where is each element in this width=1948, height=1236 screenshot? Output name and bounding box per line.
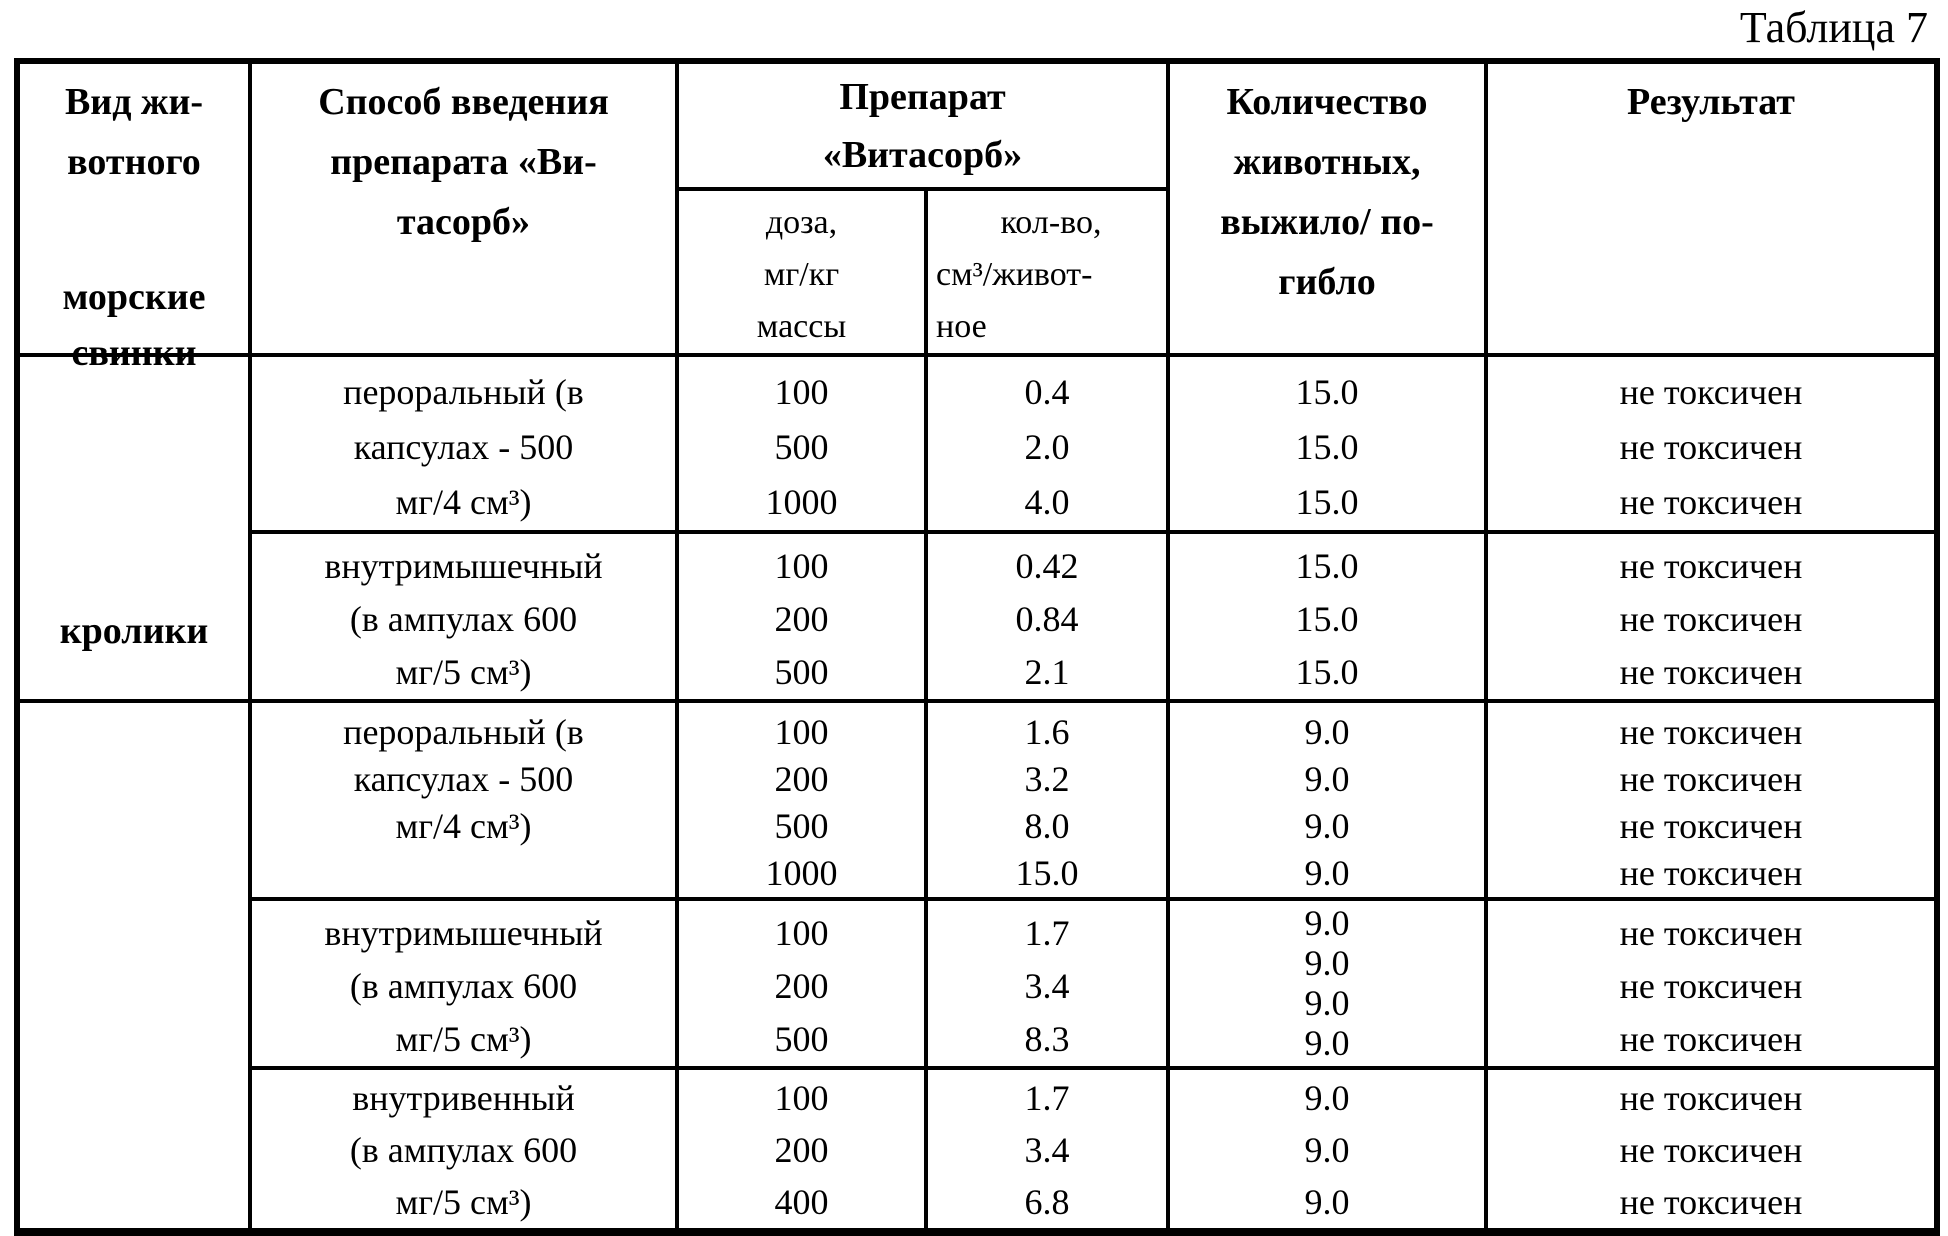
header-amount: [926, 189, 1168, 355]
cell-doses-guinea-im: [677, 532, 926, 701]
text-line: 9.0: [1304, 712, 1350, 752]
text-line: 15.0: [1295, 546, 1359, 586]
text-line: внутримышечный: [324, 913, 603, 953]
cell-amounts-rabbit-iv: [926, 1068, 1168, 1232]
text-line: 3.4: [1024, 966, 1070, 1006]
text-line: капсулах - 500: [353, 427, 574, 467]
text-line: Препарат: [839, 76, 1006, 118]
text-line: пероральный (в: [343, 712, 584, 752]
cell-counts-rabbit-iv: [1168, 1068, 1486, 1232]
text-line: 3.4: [1024, 1130, 1070, 1170]
doses-guinea-im-values: [679, 534, 924, 699]
text-line: 2.0: [1024, 427, 1070, 467]
doses-rabbit-im-values: [679, 901, 924, 1066]
text-line: морские: [62, 276, 206, 318]
counts-rabbit-oral-values: [1170, 703, 1484, 897]
section-guinea-intramuscular: [17, 532, 1937, 701]
text-line: «Витасорб»: [822, 134, 1023, 176]
text-line: 8.0: [1024, 806, 1070, 846]
header-animal-type-text: [20, 64, 248, 192]
animal-rabbits-text: [20, 603, 248, 659]
text-line: 15.0: [1015, 853, 1079, 893]
text-line: мг/кг: [763, 256, 840, 293]
method-rabbit-oral-text: [252, 703, 675, 850]
header-amount-text: [928, 191, 1166, 353]
text-line: 15.0: [1295, 372, 1359, 412]
header-administration-method-text: [252, 64, 675, 252]
cell-doses-rabbit-iv: [677, 1068, 926, 1232]
text-line: 9.0: [1304, 1130, 1350, 1170]
text-line: 1.7: [1024, 1078, 1070, 1118]
text-line: 15.0: [1295, 599, 1359, 639]
results-guinea-im-values: [1488, 534, 1934, 699]
text-line: 9.0: [1304, 1182, 1350, 1222]
text-line: мг/4 см³): [395, 482, 532, 522]
header-row-main: [17, 61, 1937, 189]
text-line: 1000: [765, 853, 838, 893]
text-line: 200: [774, 759, 829, 799]
text-line: не токсичен: [1619, 652, 1803, 692]
text-line: не токсичен: [1619, 599, 1803, 639]
text-line: 200: [774, 966, 829, 1006]
counts-rabbit-iv-values: [1170, 1070, 1484, 1228]
cell-amounts-rabbit-im: [926, 899, 1168, 1068]
method-guinea-im-text: [252, 534, 675, 699]
text-line: не токсичен: [1619, 853, 1803, 893]
text-line: 100: [774, 372, 829, 412]
header-dose: [677, 189, 926, 355]
text-line: 200: [774, 1130, 829, 1170]
text-line: 9.0: [1304, 806, 1350, 846]
amounts-guinea-oral-values: [928, 357, 1166, 530]
text-line: не токсичен: [1619, 1130, 1803, 1170]
results-rabbit-im-values: [1488, 901, 1934, 1066]
header-preparation-text: [679, 64, 1166, 184]
text-line: мг/5 см³): [395, 1019, 532, 1059]
header-administration-method: [250, 61, 677, 355]
text-line: не токсичен: [1619, 913, 1803, 953]
section-rabbit-oral: [17, 701, 1937, 899]
cell-counts-guinea-oral: [1168, 355, 1486, 532]
text-line: доза,: [765, 204, 838, 241]
text-line: выжило/ по-: [1220, 201, 1434, 243]
amounts-guinea-im-values: [928, 534, 1166, 699]
cell-doses-rabbit-im: [677, 899, 926, 1068]
table-caption: Таблица 7: [1739, 3, 1928, 52]
text-line: 400: [774, 1182, 829, 1222]
text-line: 4.0: [1024, 482, 1070, 522]
text-line: не токсичен: [1619, 372, 1803, 412]
text-line: 9.0: [1304, 1078, 1350, 1118]
text-line: (в ампулах 600: [349, 1130, 578, 1170]
text-line: не токсичен: [1619, 1182, 1803, 1222]
amounts-rabbit-iv-values: [928, 1070, 1166, 1228]
text-line: не токсичен: [1619, 546, 1803, 586]
header-result: [1486, 61, 1937, 355]
cell-animal-rabbits: [17, 610, 250, 1232]
text-line: не токсичен: [1619, 966, 1803, 1006]
text-line: мг/4 см³): [395, 806, 532, 846]
text-line: 9.0: [1304, 943, 1350, 983]
text-line: кол-во,: [1000, 204, 1102, 241]
doses-rabbit-iv-values: [679, 1070, 924, 1228]
text-line: Способ введения: [318, 81, 609, 123]
section-rabbit-intramuscular: [17, 899, 1937, 1068]
text-line: 6.8: [1024, 1182, 1070, 1222]
text-line: 9.0: [1304, 759, 1350, 799]
doses-guinea-oral-values: [679, 357, 924, 530]
text-line: кролики: [59, 610, 209, 652]
counts-guinea-im-values: [1170, 534, 1484, 699]
cell-method-rabbit-iv: [250, 1068, 677, 1232]
cell-results-rabbit-iv: [1486, 1068, 1937, 1232]
text-line: не токсичен: [1619, 759, 1803, 799]
cell-results-guinea-im: [1486, 532, 1937, 701]
counts-rabbit-im-values: [1170, 901, 1484, 1063]
text-line: не токсичен: [1619, 427, 1803, 467]
text-line: не токсичен: [1619, 1019, 1803, 1059]
counts-guinea-oral-values: [1170, 357, 1484, 530]
text-line: ное: [936, 308, 987, 345]
amounts-rabbit-oral-values: [928, 703, 1166, 897]
cell-amounts-guinea-oral: [926, 355, 1168, 532]
results-rabbit-oral-values: [1488, 703, 1934, 897]
text-line: 1000: [765, 482, 838, 522]
text-line: капсулах - 500: [353, 759, 574, 799]
text-line: гибло: [1278, 261, 1376, 303]
text-line: 9.0: [1304, 1023, 1350, 1063]
text-line: 200: [774, 599, 829, 639]
text-line: 9.0: [1304, 983, 1350, 1023]
text-line: 9.0: [1304, 903, 1350, 943]
text-line: 0.4: [1024, 372, 1070, 412]
cell-method-rabbit-im: [250, 899, 677, 1068]
cell-method-rabbit-oral: [250, 701, 677, 899]
text-line: 100: [774, 913, 829, 953]
text-line: (в ампулах 600: [349, 599, 578, 639]
text-line: 2.1: [1024, 652, 1070, 692]
text-line: 500: [774, 652, 829, 692]
text-line: массы: [756, 308, 847, 345]
vitasorb-toxicity-table: [14, 58, 1940, 1236]
text-line: 0.42: [1015, 546, 1079, 586]
text-line: не токсичен: [1619, 1078, 1803, 1118]
text-line: не токсичен: [1619, 712, 1803, 752]
text-line: 1.7: [1024, 913, 1070, 953]
section-guinea-oral: [17, 355, 1937, 532]
results-guinea-oral-values: [1488, 357, 1934, 530]
text-line: Результат: [1627, 81, 1795, 123]
cell-amounts-guinea-im: [926, 532, 1168, 701]
cell-method-guinea-oral: [250, 355, 677, 532]
text-line: мг/5 см³): [395, 1182, 532, 1222]
text-line: (в ампулах 600: [349, 966, 578, 1006]
text-line: 1.6: [1024, 712, 1070, 752]
method-guinea-oral-text: [252, 357, 675, 530]
header-preparation-group: [677, 61, 1168, 189]
text-line: 0.84: [1015, 599, 1079, 639]
text-line: животных,: [1233, 141, 1421, 183]
text-line: препарата «Ви-: [330, 141, 597, 183]
cell-results-rabbit-im: [1486, 899, 1937, 1068]
text-line: 9.0: [1304, 853, 1350, 893]
text-line: 100: [774, 1078, 829, 1118]
text-line: 500: [774, 806, 829, 846]
text-line: Количество: [1226, 81, 1428, 123]
text-line: Вид жи-: [64, 81, 204, 123]
text-line: 100: [774, 546, 829, 586]
cell-results-guinea-oral: [1486, 355, 1937, 532]
method-rabbit-im-text: [252, 901, 675, 1066]
cell-counts-guinea-im: [1168, 532, 1486, 701]
header-dose-text: [679, 191, 924, 353]
header-animal-count: [1168, 61, 1486, 355]
text-line: 500: [774, 1019, 829, 1059]
cell-doses-rabbit-oral: [677, 701, 926, 899]
text-line: свинки: [71, 332, 197, 374]
cell-results-rabbit-oral: [1486, 701, 1937, 899]
text-line: внутримышечный: [324, 546, 603, 586]
cell-method-guinea-im: [250, 532, 677, 701]
cell-doses-guinea-oral: [677, 355, 926, 532]
results-rabbit-iv-values: [1488, 1070, 1934, 1228]
header-result-text: [1488, 64, 1934, 132]
text-line: 500: [774, 427, 829, 467]
text-line: не токсичен: [1619, 482, 1803, 522]
cell-counts-rabbit-im: [1168, 899, 1486, 1068]
text-line: тасорб»: [396, 201, 531, 243]
header-animal-count-text: [1170, 64, 1484, 312]
doses-rabbit-oral-values: [679, 703, 924, 897]
text-line: 100: [774, 712, 829, 752]
text-line: 8.3: [1024, 1019, 1070, 1059]
text-line: не токсичен: [1619, 806, 1803, 846]
animal-guinea-pigs-text: [20, 269, 248, 381]
amounts-rabbit-im-values: [928, 901, 1166, 1066]
text-line: 15.0: [1295, 427, 1359, 467]
cell-amounts-rabbit-oral: [926, 701, 1168, 899]
text-line: пероральный (в: [343, 372, 584, 412]
text-line: мг/5 см³): [395, 652, 532, 692]
text-line: 15.0: [1295, 482, 1359, 522]
method-rabbit-iv-text: [252, 1070, 675, 1228]
section-rabbit-intravenous: [17, 1068, 1937, 1232]
text-line: 15.0: [1295, 652, 1359, 692]
text-line: 3.2: [1024, 759, 1070, 799]
cell-counts-rabbit-oral: [1168, 701, 1486, 899]
text-line: вотного: [67, 141, 201, 183]
text-line: см³/живот-: [936, 256, 1093, 293]
text-line: внутривенный: [352, 1078, 575, 1118]
